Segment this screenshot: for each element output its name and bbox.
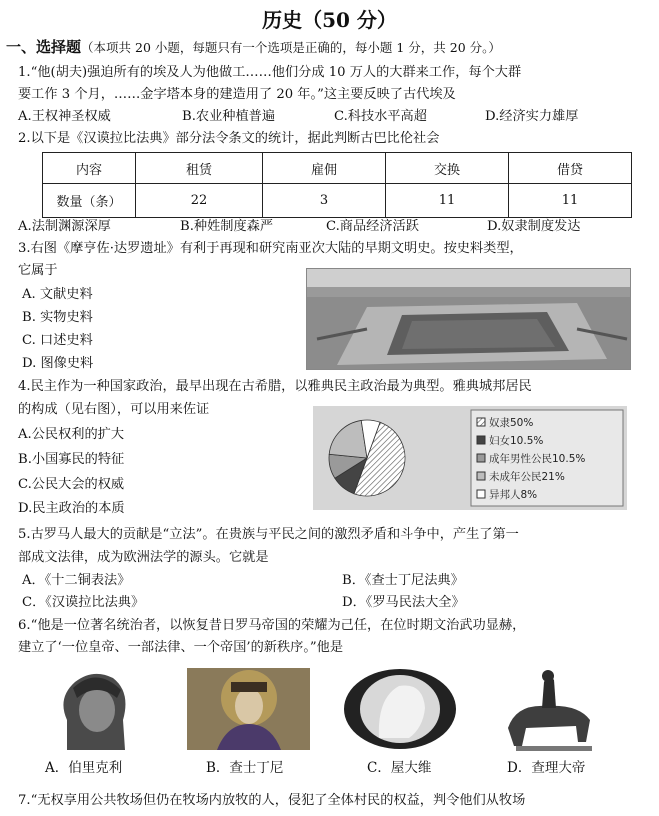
q3-line1: 3.右图《摩亨佐·达罗遗址》有利于再现和研究南亚次大陆的早期文明史。按史料类型， [18,241,523,256]
q1-line1: 1.“他(胡夫)强迫所有的埃及人为他做工……他们分成 10 万人的大群来工作，每个大群 [18,65,522,80]
q6-line1: 6.“他是一位著名统治者，以恢复昔日罗马帝国的荣耀为己任，在位时期文治武功显赫， [18,618,526,633]
section-note: （本项共 20 小题，每题只有一个选项是正确的，每小题 1 分，共 20 分。） [81,40,501,55]
q5-line1: 5.古罗马人最大的贡献是“立法”。在贵族与平民之间的激烈矛盾和斗争中，产生了第一 [18,527,519,542]
q4-option-b: B.小国寡民的特征 [18,452,125,467]
q3-option-d: D. 图像史料 [22,356,94,371]
q7-line1: 7.“无权享用公共牧场但仍在牧场内放牧的人，侵犯了全体村民的权益，判令他们从牧场 [18,793,526,808]
table-cell: 3 [263,184,386,218]
q1-option-b: B.农业种植普遍 [182,109,276,124]
page-title: 历史（50 分） [262,8,397,32]
legend-label: 异邦人8% [489,489,538,501]
q4-option-a: A.公民权利的扩大 [18,427,125,442]
q2-option-c: C.商品经济活跃 [326,219,419,234]
legend-swatch [477,490,485,498]
q4-option-c: C.公民大会的权威 [18,477,125,492]
q1-option-c: C.科技水平高超 [334,109,427,124]
q5-option-b: B．《查士丁尼法典》 [342,573,464,588]
q2-option-d: D.奴隶制度发达 [487,219,581,234]
q5-option-c: C．《汉谟拉比法典》 [22,595,145,610]
q5-option-a: A．《十二铜表法》 [22,573,131,588]
portrait-pericles [27,668,161,750]
table-cell: 11 [509,184,632,218]
q6-option-d: D．查理大帝 [507,760,586,776]
table-cell: 数量（条） [43,184,136,218]
table-header-cell: 借贷 [509,153,632,184]
q2-table [42,152,632,218]
q4-line2: 的构成（见右图），可以用来佐证 [18,402,210,417]
table-row [43,184,632,218]
q1-line2: 要工作 3 个月，……金字塔本身的建造用了 20 年。”这主要反映了古代埃及 [18,87,456,102]
legend-label: 妇女10.5% [489,435,544,447]
q5-option-d: D．《罗马民法大全》 [342,595,465,610]
q3-line2: 它属于 [18,263,58,278]
legend-label: 奴隶50% [489,417,534,429]
section-heading-text: 一、选择题 [6,38,82,56]
q5-line2: 部成文法律，成为欧洲法学的源头。它就是 [18,550,269,565]
pie-slice [329,420,367,458]
q2-option-a: A.法制渊源深厚 [18,219,111,234]
table-header-cell: 雇佣 [263,153,386,184]
q3-option-b: B. 实物史料 [22,310,93,325]
legend-swatch [477,436,485,444]
portrait-octavian [339,668,461,750]
q4-option-d: D.民主政治的本质 [18,501,125,516]
q2-option-b: B.种姓制度森严 [180,219,274,234]
table-header-cell: 内容 [43,153,136,184]
pie-chart [313,406,627,510]
legend-label: 未成年公民21% [489,471,565,483]
table-cell: 11 [386,184,509,218]
q3-option-a: A. 文献史料 [22,287,93,302]
q2-stem: 2.以下是《汉谟拉比法典》部分法令条文的统计，据此判断古巴比伦社会 [18,131,440,146]
legend-swatch [477,472,485,480]
section-heading [6,36,501,57]
q6-option-b: B．查士丁尼 [206,760,284,776]
mohenjo-daro-photo [306,268,631,370]
q1-option-a: A.王权神圣权威 [18,109,111,124]
q6-option-c: C．屋大维 [367,760,432,776]
q1-option-d: D.经济实力雄厚 [485,109,579,124]
legend-label: 成年男性公民10.5% [489,453,586,465]
q6-option-a: A．伯里克利 [45,760,123,776]
table-header-cell: 租赁 [136,153,263,184]
statue-charlemagne [486,664,614,752]
table-header-cell: 交换 [386,153,509,184]
q3-option-c: C. 口述史料 [22,333,93,348]
q4-line1: 4.民主作为一种国家政治，最早出现在古希腊，以雅典民主政治最为典型。雅典城邦居民 [18,379,532,394]
legend-swatch [477,418,485,426]
q6-line2: 建立了‘一位皇帝、一部法律、一个帝国’的新秩序。”他是 [18,640,344,655]
pie-chart-figure [313,406,627,510]
legend-swatch [477,454,485,462]
portrait-justinian [187,668,310,750]
table-cell: 22 [136,184,263,218]
table-header-row [43,153,632,184]
